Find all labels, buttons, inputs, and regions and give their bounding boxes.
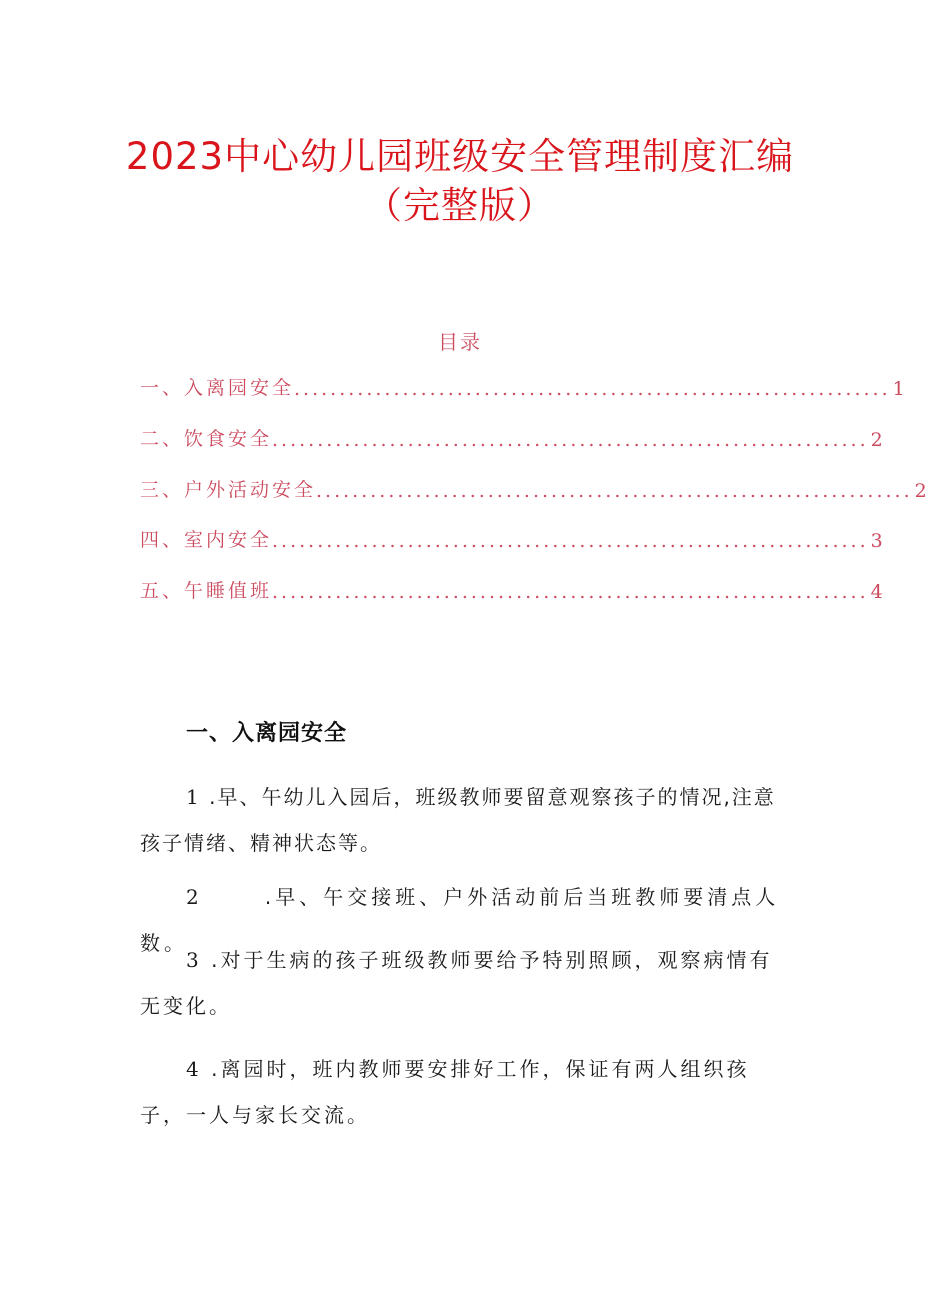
- paragraph-number: 1: [186, 785, 201, 809]
- document-title: 2023中心幼儿园班级安全管理制度汇编: [125, 135, 795, 178]
- toc-leader-dots: ..................................................................: [272, 530, 869, 552]
- toc-item-label: 三、户外活动安全: [140, 479, 317, 501]
- paragraph-number: 2: [186, 885, 203, 909]
- toc-item-label: 二、饮食安全: [140, 428, 273, 450]
- toc-item-page: 4: [870, 581, 883, 603]
- toc-item[interactable]: [140, 526, 883, 552]
- toc-item[interactable]: [140, 425, 883, 451]
- toc-item-label: 四、室内安全: [140, 529, 273, 551]
- paragraph-number: 4: [186, 1057, 202, 1081]
- toc-heading: 目录: [438, 330, 482, 354]
- toc-item-page: 2: [870, 429, 883, 451]
- toc-leader-dots: ..................................................................: [272, 581, 869, 603]
- toc-item-label: 一、入离园安全: [140, 377, 295, 399]
- toc-item-page: 2: [914, 480, 927, 502]
- toc-leader-dots: ..................................................................: [294, 378, 891, 400]
- paragraph: [140, 1046, 790, 1138]
- toc-item-page: 1: [892, 378, 905, 400]
- toc-item[interactable]: [140, 577, 883, 603]
- document-subtitle: （完整版）: [365, 184, 555, 227]
- toc-leader-dots: ..................................................................: [272, 429, 869, 451]
- toc-leader-dots: ..................................................................: [316, 480, 913, 502]
- paragraph-text: .早、午幼儿入园后，班级教师要留意观察孩子的情况,注意孩子情绪、精神状态等。: [140, 785, 776, 855]
- paragraph-text: .早、午交接班、户外活动前后当班教师要清点人数。: [140, 885, 780, 955]
- paragraph-text: .对于生病的孩子班级教师要给予特别照顾，观察病情有无变化。: [140, 948, 773, 1018]
- toc-item-label: 五、午睡值班: [140, 580, 273, 602]
- toc-item-page: 3: [870, 530, 883, 552]
- paragraph-number: 3: [186, 948, 202, 972]
- paragraph-text: .离园时，班内教师要安排好工作，保证有两人组织孩子，一人与家长交流。: [140, 1057, 750, 1127]
- toc-item[interactable]: [140, 476, 927, 502]
- toc-item[interactable]: [140, 374, 905, 400]
- paragraph: [140, 937, 790, 1029]
- section-heading: 一、入离园安全: [186, 721, 348, 746]
- paragraph: [140, 774, 790, 866]
